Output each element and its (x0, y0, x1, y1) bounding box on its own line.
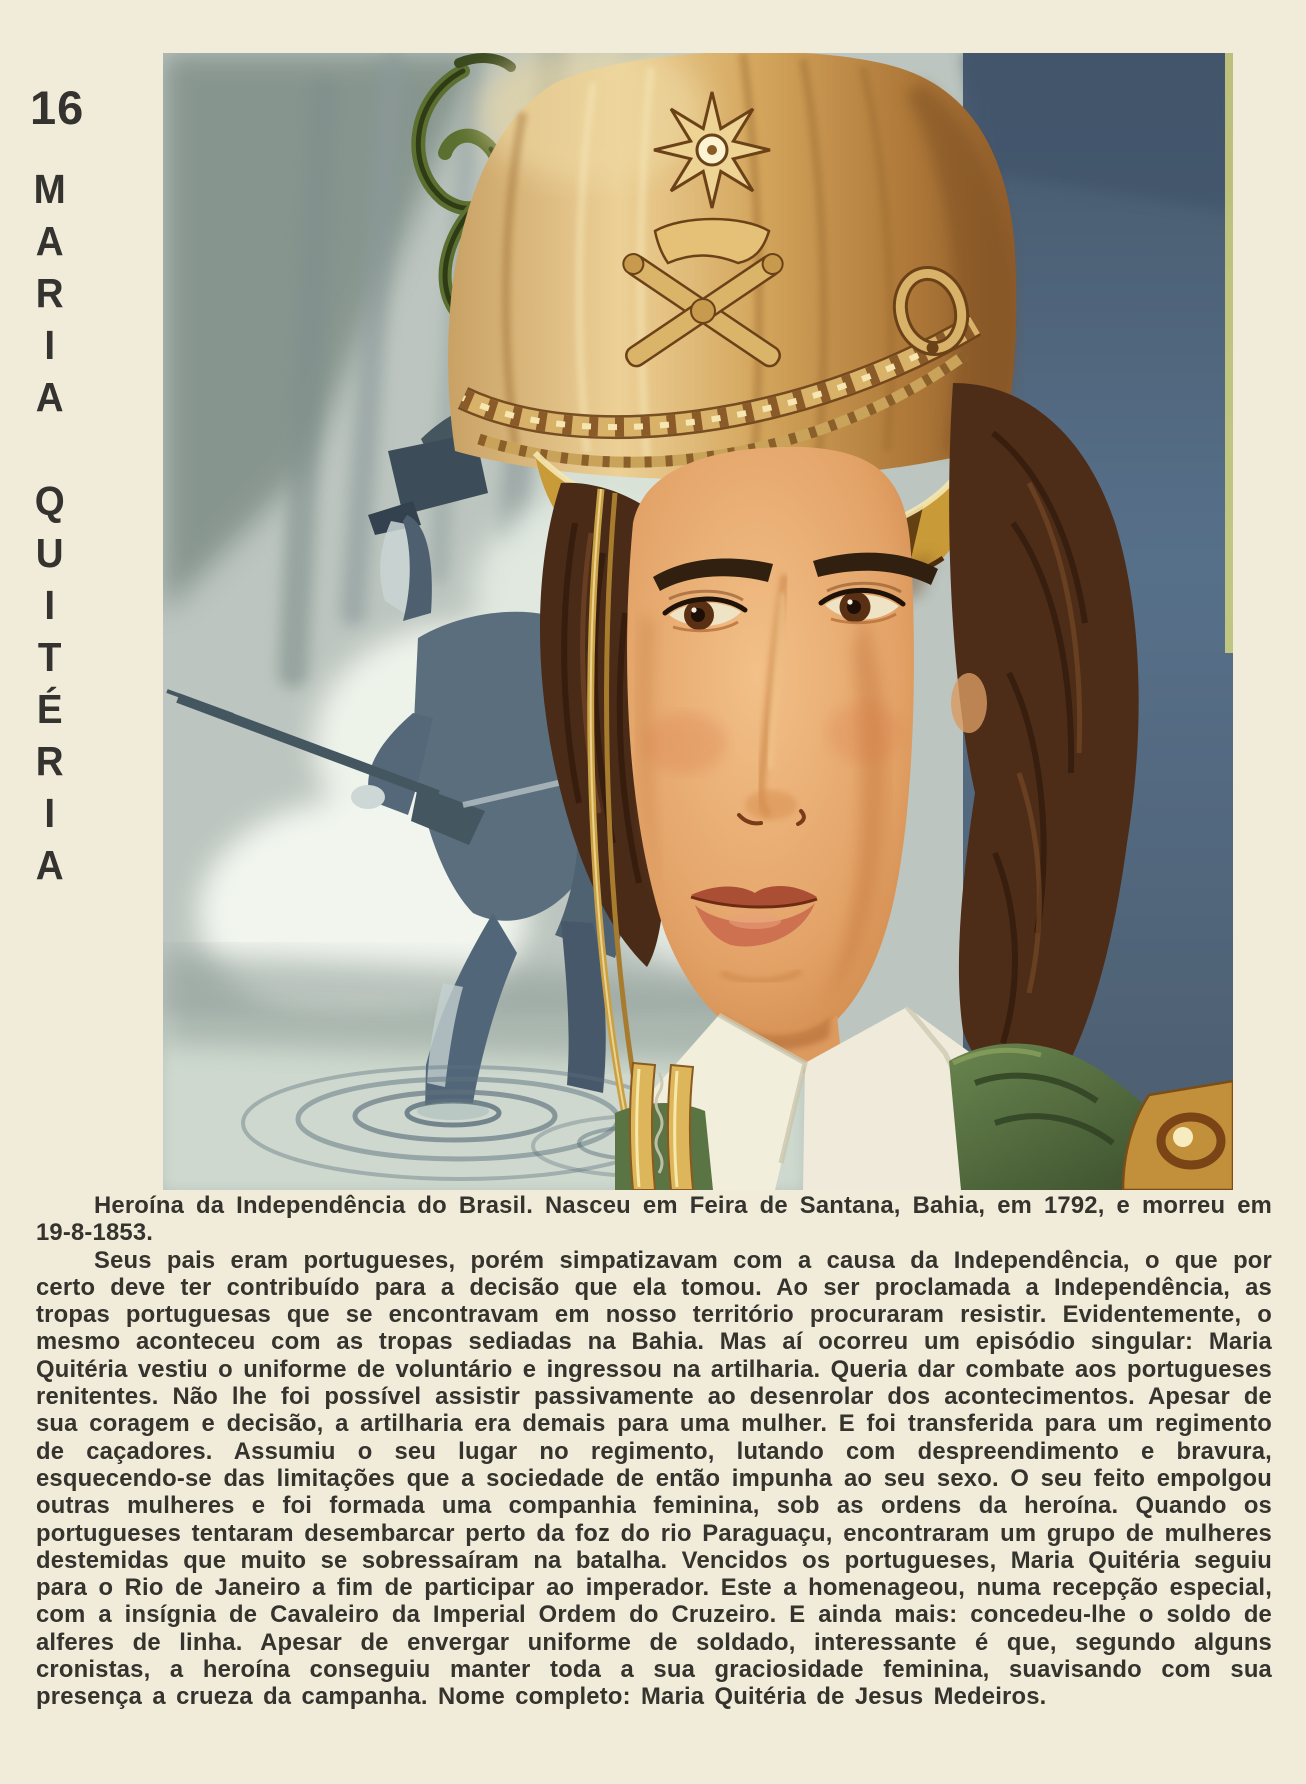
page-number: 16 (30, 81, 85, 134)
article-text (36, 1192, 1272, 1711)
paragraph-biography: Seus pais eram portugueses, porém simpatizavam com a causa da Independência, o que por certo deve ter contribuído para a decisão que ela tomou. Ao ser proclamada a Independência, as tropas portuguesas que se encontravam em nosso território procuraram resistir. Evidentemente, o mesmo aconteceu com as tropas sediadas na Bahia. Mas aí ocorreu um episódio singular: Maria Quitéria vestiu o uniforme de voluntário e ingressou na artilharia. Queria dar combate aos portugueses renitentes. Não lhe foi possível assistir passivamente ao desenrolar dos acontecimentos. Apesar de sua coragem e decisão, a artilharia era demais para uma mulher. E foi transferida para um regimento de caçadores. Assumiu o seu lugar no regimento, lutando com despreendimento e bravura, esquecendo-se das limitações que a sociedade de então impunha ao seu sexo. O seu feito empolgou outras mulheres e foi formada uma companhia feminina, sob as ordens da heroína. Quando os portugueses tentaram desembarcar perto da foz do rio Paraguaçu, encontraram um grupo de mulheres destemidas que muito se sobressaíram na batalha. Vencidos os portugueses, Maria Quitéria seguiu para o Rio de Janeiro a fim de participar ao imperador. Este a homenageou, numa recepção especial, com a insígnia de Cavaleiro da Imperial Ordem do Cruzeiro. E ainda mais: concedeu-lhe o soldo de alferes de linha. Apesar de envergar uniforme de soldado, interessante é que, segundo alguns cronistas, a heroína conseguiu manter toda a sua graciosidade feminina, suavisando com sua presença a crueza da campanha. Nome completo: Maria Quitéria de Jesus Medeiros. (36, 1246, 1272, 1711)
vertical-title: MARIA QUITÉRIA (28, 166, 72, 894)
print-edge-sliver (1225, 53, 1233, 653)
portrait-illustration (163, 53, 1233, 1190)
illustration-canvas (163, 53, 1233, 1190)
paragraph-intro: Heroína da Independência do Brasil. Nasceu em Feira de Santana, Bahia, em 1792, e morreu em 19-8-1853. (36, 1192, 1272, 1247)
insignia-scroll (655, 219, 769, 263)
star-insignia (654, 92, 770, 208)
gold-chest-cords (630, 1063, 693, 1190)
